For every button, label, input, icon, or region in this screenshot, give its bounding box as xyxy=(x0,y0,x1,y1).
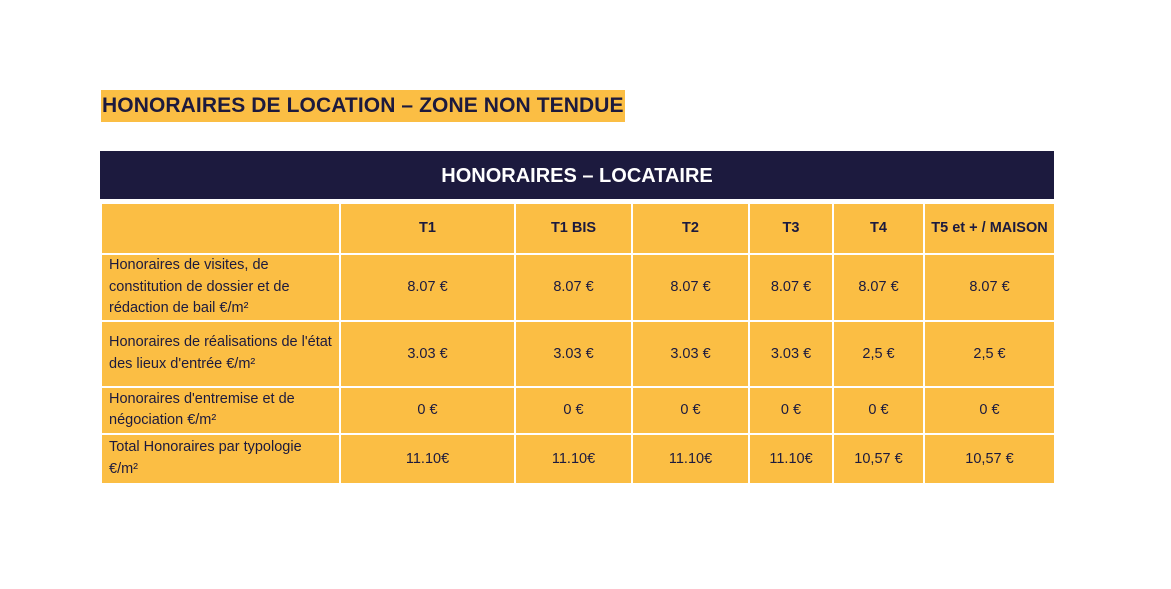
table-cell: 8.07 € xyxy=(750,255,832,320)
column-header-t5-maison: T5 et + / MAISON xyxy=(925,204,1054,253)
column-header-t1-bis: T1 BIS xyxy=(516,204,631,253)
column-header-t4: T4 xyxy=(834,204,923,253)
table-cell: 2,5 € xyxy=(834,322,923,386)
table-row xyxy=(102,388,1054,433)
fees-table xyxy=(100,202,1056,485)
table-cell: 3.03 € xyxy=(750,322,832,386)
table-cell: 3.03 € xyxy=(341,322,514,386)
row-label: Total Honoraires par typologie €/m² xyxy=(102,435,339,483)
table-cell: 0 € xyxy=(750,388,832,433)
table-cell: 8.07 € xyxy=(633,255,748,320)
table-cell: 3.03 € xyxy=(633,322,748,386)
table-cell: 8.07 € xyxy=(925,255,1054,320)
table-cell: 3.03 € xyxy=(516,322,631,386)
table-cell: 11.10€ xyxy=(516,435,631,483)
table-cell: 8.07 € xyxy=(341,255,514,320)
column-header-t3: T3 xyxy=(750,204,832,253)
row-label: Honoraires d'entremise et de négociation €/m² xyxy=(102,388,339,433)
table-cell: 0 € xyxy=(925,388,1054,433)
table-cell: 10,57 € xyxy=(925,435,1054,483)
table-row xyxy=(102,255,1054,320)
column-header-t1: T1 xyxy=(341,204,514,253)
table-cell: 0 € xyxy=(341,388,514,433)
table-cell: 8.07 € xyxy=(834,255,923,320)
table-title: HONORAIRES – LOCATAIRE xyxy=(100,151,1054,199)
table-cell: 0 € xyxy=(516,388,631,433)
row-label: Honoraires de visites, de constitution de dossier et de rédaction de bail €/m² xyxy=(102,255,339,320)
row-label: Honoraires de réalisations de l'état des lieux d'entrée €/m² xyxy=(102,322,339,386)
table-cell: 2,5 € xyxy=(925,322,1054,386)
table-header-row xyxy=(102,204,1054,253)
column-header-empty xyxy=(102,204,339,253)
page-title: HONORAIRES DE LOCATION – ZONE NON TENDUE xyxy=(101,90,625,122)
table-cell: 0 € xyxy=(834,388,923,433)
column-header-t2: T2 xyxy=(633,204,748,253)
table-cell: 10,57 € xyxy=(834,435,923,483)
table-row xyxy=(102,435,1054,483)
table-row xyxy=(102,322,1054,386)
table-cell: 8.07 € xyxy=(516,255,631,320)
table-cell: 11.10€ xyxy=(341,435,514,483)
table-cell: 11.10€ xyxy=(750,435,832,483)
table-cell: 0 € xyxy=(633,388,748,433)
table-cell: 11.10€ xyxy=(633,435,748,483)
